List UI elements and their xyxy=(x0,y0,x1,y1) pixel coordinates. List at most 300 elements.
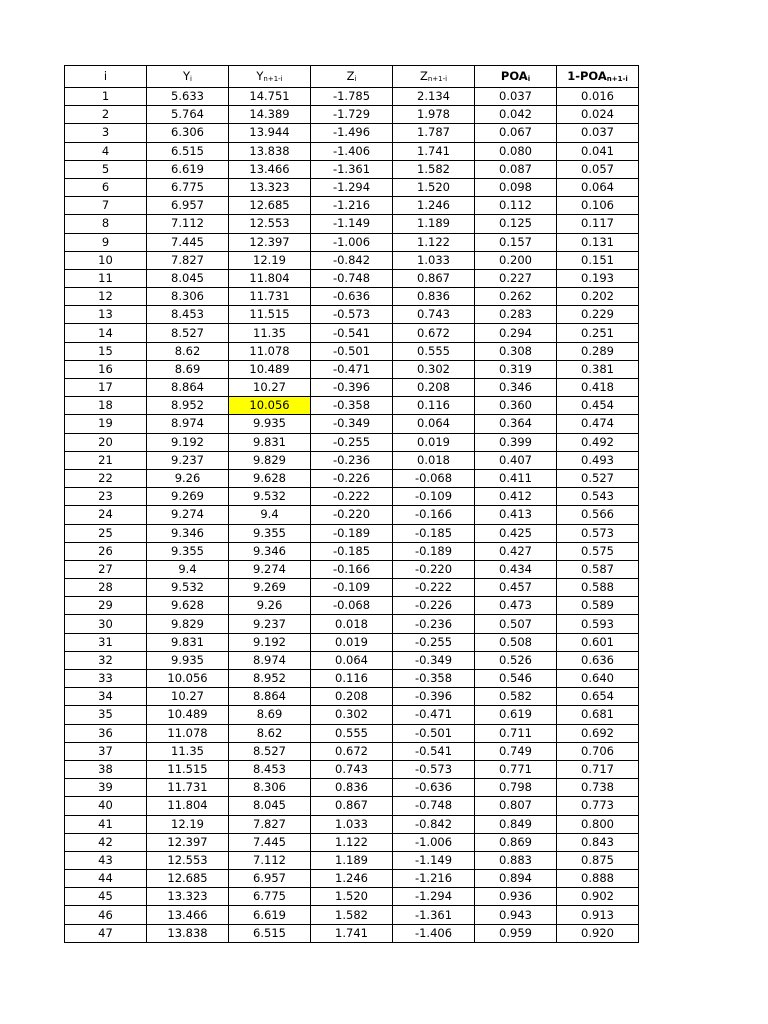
cell-y-n1i[interactable]: 12.685 xyxy=(229,197,311,215)
cell-i[interactable]: 38 xyxy=(65,760,147,778)
cell-1-poa-n1i[interactable]: 0.654 xyxy=(557,688,639,706)
cell-y-i[interactable]: 8.045 xyxy=(147,269,229,287)
cell-z-i[interactable]: -0.358 xyxy=(311,397,393,415)
cell-poa-i[interactable]: 0.080 xyxy=(475,142,557,160)
cell-y-n1i[interactable]: 11.731 xyxy=(229,288,311,306)
cell-1-poa-n1i[interactable]: 0.588 xyxy=(557,579,639,597)
header-poa-i[interactable]: $POA_i$ xyxy=(475,66,557,88)
cell-y-n1i[interactable]: 6.957 xyxy=(229,870,311,888)
header-i[interactable]: i xyxy=(65,66,147,88)
cell-z-n1i[interactable]: 0.018 xyxy=(393,451,475,469)
cell-i[interactable]: 7 xyxy=(65,197,147,215)
cell-y-i[interactable]: 6.515 xyxy=(147,142,229,160)
cell-z-n1i[interactable]: -0.222 xyxy=(393,579,475,597)
cell-i[interactable]: 3 xyxy=(65,124,147,142)
cell-1-poa-n1i[interactable]: 0.057 xyxy=(557,160,639,178)
cell-y-i[interactable]: 12.685 xyxy=(147,870,229,888)
cell-z-i[interactable]: -0.349 xyxy=(311,415,393,433)
cell-i[interactable]: 46 xyxy=(65,906,147,924)
cell-y-i[interactable]: 9.26 xyxy=(147,469,229,487)
cell-z-i[interactable]: -0.220 xyxy=(311,506,393,524)
cell-z-i[interactable]: 0.019 xyxy=(311,633,393,651)
cell-1-poa-n1i[interactable]: 0.913 xyxy=(557,906,639,924)
cell-z-i[interactable]: -1.294 xyxy=(311,178,393,196)
cell-z-n1i[interactable]: 1.189 xyxy=(393,215,475,233)
cell-y-n1i[interactable]: 11.35 xyxy=(229,324,311,342)
cell-y-n1i[interactable]: 9.935 xyxy=(229,415,311,433)
cell-z-n1i[interactable]: -0.349 xyxy=(393,651,475,669)
cell-poa-i[interactable]: 0.399 xyxy=(475,433,557,451)
cell-z-n1i[interactable]: -1.361 xyxy=(393,906,475,924)
cell-z-n1i[interactable]: 0.555 xyxy=(393,342,475,360)
cell-1-poa-n1i[interactable]: 0.117 xyxy=(557,215,639,233)
cell-z-i[interactable]: -0.189 xyxy=(311,524,393,542)
cell-y-i[interactable]: 12.19 xyxy=(147,815,229,833)
cell-i[interactable]: 24 xyxy=(65,506,147,524)
cell-z-n1i[interactable]: -1.294 xyxy=(393,888,475,906)
cell-y-n1i[interactable]: 11.078 xyxy=(229,342,311,360)
cell-i[interactable]: 39 xyxy=(65,779,147,797)
cell-i[interactable]: 11 xyxy=(65,269,147,287)
cell-i[interactable]: 37 xyxy=(65,742,147,760)
cell-1-poa-n1i[interactable]: 0.229 xyxy=(557,306,639,324)
cell-i[interactable]: 43 xyxy=(65,851,147,869)
cell-i[interactable]: 29 xyxy=(65,597,147,615)
cell-z-n1i[interactable]: -0.226 xyxy=(393,597,475,615)
cell-poa-i[interactable]: 0.319 xyxy=(475,360,557,378)
cell-z-n1i[interactable]: -0.396 xyxy=(393,688,475,706)
cell-poa-i[interactable]: 0.894 xyxy=(475,870,557,888)
cell-poa-i[interactable]: 0.943 xyxy=(475,906,557,924)
cell-y-i[interactable]: 9.274 xyxy=(147,506,229,524)
cell-1-poa-n1i[interactable]: 0.193 xyxy=(557,269,639,287)
cell-1-poa-n1i[interactable]: 0.381 xyxy=(557,360,639,378)
cell-y-i[interactable]: 5.764 xyxy=(147,106,229,124)
cell-z-i[interactable]: -1.006 xyxy=(311,233,393,251)
cell-z-n1i[interactable]: -0.185 xyxy=(393,524,475,542)
cell-z-i[interactable]: -0.573 xyxy=(311,306,393,324)
cell-i[interactable]: 20 xyxy=(65,433,147,451)
cell-1-poa-n1i[interactable]: 0.773 xyxy=(557,797,639,815)
cell-1-poa-n1i[interactable]: 0.543 xyxy=(557,488,639,506)
cell-z-i[interactable]: 1.033 xyxy=(311,815,393,833)
cell-z-n1i[interactable]: -0.573 xyxy=(393,760,475,778)
cell-1-poa-n1i[interactable]: 0.131 xyxy=(557,233,639,251)
cell-poa-i[interactable]: 0.936 xyxy=(475,888,557,906)
cell-y-n1i[interactable]: 6.775 xyxy=(229,888,311,906)
cell-y-n1i[interactable]: 9.831 xyxy=(229,433,311,451)
cell-poa-i[interactable]: 0.364 xyxy=(475,415,557,433)
cell-z-i[interactable]: -0.109 xyxy=(311,579,393,597)
cell-y-n1i[interactable]: 9.274 xyxy=(229,560,311,578)
cell-y-n1i[interactable]: 11.515 xyxy=(229,306,311,324)
cell-i[interactable]: 25 xyxy=(65,524,147,542)
cell-y-n1i[interactable]: 9.237 xyxy=(229,615,311,633)
cell-z-n1i[interactable]: 2.134 xyxy=(393,88,475,106)
cell-i[interactable]: 17 xyxy=(65,379,147,397)
cell-y-i[interactable]: 11.731 xyxy=(147,779,229,797)
cell-z-i[interactable]: 1.246 xyxy=(311,870,393,888)
cell-z-i[interactable]: -0.541 xyxy=(311,324,393,342)
cell-1-poa-n1i[interactable]: 0.575 xyxy=(557,542,639,560)
cell-poa-i[interactable]: 0.283 xyxy=(475,306,557,324)
cell-z-i[interactable]: -0.236 xyxy=(311,451,393,469)
cell-y-i[interactable]: 7.112 xyxy=(147,215,229,233)
header-y-n1i[interactable]: $Y_{n+1-i}$ xyxy=(229,66,311,88)
cell-poa-i[interactable]: 0.711 xyxy=(475,724,557,742)
cell-y-i[interactable]: 8.69 xyxy=(147,360,229,378)
cell-z-n1i[interactable]: 0.743 xyxy=(393,306,475,324)
cell-z-n1i[interactable]: -1.216 xyxy=(393,870,475,888)
cell-y-i[interactable]: 8.864 xyxy=(147,379,229,397)
cell-y-i[interactable]: 9.355 xyxy=(147,542,229,560)
cell-z-i[interactable]: -0.222 xyxy=(311,488,393,506)
cell-z-i[interactable]: -0.748 xyxy=(311,269,393,287)
cell-poa-i[interactable]: 0.346 xyxy=(475,379,557,397)
cell-y-n1i[interactable]: 10.489 xyxy=(229,360,311,378)
cell-i[interactable]: 14 xyxy=(65,324,147,342)
cell-1-poa-n1i[interactable]: 0.251 xyxy=(557,324,639,342)
cell-y-n1i[interactable]: 9.346 xyxy=(229,542,311,560)
cell-poa-i[interactable]: 0.407 xyxy=(475,451,557,469)
cell-i[interactable]: 6 xyxy=(65,178,147,196)
cell-1-poa-n1i[interactable]: 0.601 xyxy=(557,633,639,651)
cell-y-i[interactable]: 12.553 xyxy=(147,851,229,869)
cell-y-n1i[interactable]: 9.628 xyxy=(229,469,311,487)
cell-y-i[interactable]: 13.838 xyxy=(147,924,229,942)
cell-z-n1i[interactable]: 0.867 xyxy=(393,269,475,287)
cell-y-n1i[interactable]: 6.619 xyxy=(229,906,311,924)
cell-y-n1i[interactable]: 14.751 xyxy=(229,88,311,106)
highlighted-cell[interactable]: 10.056 xyxy=(229,397,311,415)
cell-poa-i[interactable]: 0.294 xyxy=(475,324,557,342)
cell-z-i[interactable]: -1.496 xyxy=(311,124,393,142)
cell-z-i[interactable]: -1.785 xyxy=(311,88,393,106)
cell-z-i[interactable]: 0.867 xyxy=(311,797,393,815)
cell-z-i[interactable]: 0.555 xyxy=(311,724,393,742)
cell-y-n1i[interactable]: 12.19 xyxy=(229,251,311,269)
cell-y-i[interactable]: 11.35 xyxy=(147,742,229,760)
cell-y-n1i[interactable]: 7.827 xyxy=(229,815,311,833)
cell-y-i[interactable]: 5.633 xyxy=(147,88,229,106)
cell-y-n1i[interactable]: 7.112 xyxy=(229,851,311,869)
cell-1-poa-n1i[interactable]: 0.418 xyxy=(557,379,639,397)
cell-z-n1i[interactable]: -0.471 xyxy=(393,706,475,724)
cell-z-n1i[interactable]: -0.189 xyxy=(393,542,475,560)
cell-z-n1i[interactable]: -1.406 xyxy=(393,924,475,942)
cell-1-poa-n1i[interactable]: 0.738 xyxy=(557,779,639,797)
cell-y-n1i[interactable]: 8.864 xyxy=(229,688,311,706)
cell-1-poa-n1i[interactable]: 0.493 xyxy=(557,451,639,469)
cell-z-i[interactable]: 0.116 xyxy=(311,670,393,688)
cell-z-i[interactable]: 1.741 xyxy=(311,924,393,942)
cell-z-n1i[interactable]: -0.501 xyxy=(393,724,475,742)
cell-poa-i[interactable]: 0.807 xyxy=(475,797,557,815)
cell-i[interactable]: 34 xyxy=(65,688,147,706)
cell-z-n1i[interactable]: 0.208 xyxy=(393,379,475,397)
cell-i[interactable]: 18 xyxy=(65,397,147,415)
cell-y-n1i[interactable]: 8.952 xyxy=(229,670,311,688)
cell-poa-i[interactable]: 0.546 xyxy=(475,670,557,688)
cell-1-poa-n1i[interactable]: 0.875 xyxy=(557,851,639,869)
cell-y-i[interactable]: 9.831 xyxy=(147,633,229,651)
cell-y-n1i[interactable]: 8.69 xyxy=(229,706,311,724)
cell-i[interactable]: 9 xyxy=(65,233,147,251)
cell-poa-i[interactable]: 0.883 xyxy=(475,851,557,869)
cell-y-n1i[interactable]: 13.944 xyxy=(229,124,311,142)
header-z-i[interactable]: $Z_i$ xyxy=(311,66,393,88)
cell-poa-i[interactable]: 0.042 xyxy=(475,106,557,124)
cell-poa-i[interactable]: 0.959 xyxy=(475,924,557,942)
cell-i[interactable]: 26 xyxy=(65,542,147,560)
cell-i[interactable]: 5 xyxy=(65,160,147,178)
cell-poa-i[interactable]: 0.037 xyxy=(475,88,557,106)
cell-z-n1i[interactable]: 1.122 xyxy=(393,233,475,251)
cell-i[interactable]: 31 xyxy=(65,633,147,651)
cell-1-poa-n1i[interactable]: 0.920 xyxy=(557,924,639,942)
cell-1-poa-n1i[interactable]: 0.474 xyxy=(557,415,639,433)
cell-z-i[interactable]: 0.302 xyxy=(311,706,393,724)
cell-y-n1i[interactable]: 14.389 xyxy=(229,106,311,124)
cell-1-poa-n1i[interactable]: 0.289 xyxy=(557,342,639,360)
header-z-n1i[interactable]: $Z_{n+1-i}$ xyxy=(393,66,475,88)
cell-y-n1i[interactable]: 9.26 xyxy=(229,597,311,615)
cell-y-n1i[interactable]: 11.804 xyxy=(229,269,311,287)
cell-1-poa-n1i[interactable]: 0.843 xyxy=(557,833,639,851)
cell-y-i[interactable]: 11.515 xyxy=(147,760,229,778)
cell-1-poa-n1i[interactable]: 0.800 xyxy=(557,815,639,833)
cell-z-n1i[interactable]: -0.358 xyxy=(393,670,475,688)
cell-poa-i[interactable]: 0.087 xyxy=(475,160,557,178)
cell-i[interactable]: 13 xyxy=(65,306,147,324)
cell-poa-i[interactable]: 0.112 xyxy=(475,197,557,215)
cell-i[interactable]: 27 xyxy=(65,560,147,578)
cell-poa-i[interactable]: 0.200 xyxy=(475,251,557,269)
cell-y-i[interactable]: 9.4 xyxy=(147,560,229,578)
cell-i[interactable]: 47 xyxy=(65,924,147,942)
cell-1-poa-n1i[interactable]: 0.717 xyxy=(557,760,639,778)
cell-y-i[interactable]: 11.804 xyxy=(147,797,229,815)
cell-z-i[interactable]: 0.018 xyxy=(311,615,393,633)
cell-1-poa-n1i[interactable]: 0.706 xyxy=(557,742,639,760)
cell-i[interactable]: 36 xyxy=(65,724,147,742)
cell-poa-i[interactable]: 0.413 xyxy=(475,506,557,524)
cell-z-n1i[interactable]: 1.520 xyxy=(393,178,475,196)
cell-i[interactable]: 19 xyxy=(65,415,147,433)
cell-y-i[interactable]: 9.346 xyxy=(147,524,229,542)
cell-z-i[interactable]: -0.255 xyxy=(311,433,393,451)
cell-1-poa-n1i[interactable]: 0.202 xyxy=(557,288,639,306)
cell-y-n1i[interactable]: 9.829 xyxy=(229,451,311,469)
cell-z-i[interactable]: 1.520 xyxy=(311,888,393,906)
cell-z-i[interactable]: -0.068 xyxy=(311,597,393,615)
cell-poa-i[interactable]: 0.098 xyxy=(475,178,557,196)
cell-z-n1i[interactable]: -0.541 xyxy=(393,742,475,760)
cell-z-i[interactable]: -0.226 xyxy=(311,469,393,487)
cell-z-n1i[interactable]: -1.006 xyxy=(393,833,475,851)
cell-z-i[interactable]: 1.122 xyxy=(311,833,393,851)
cell-z-n1i[interactable]: -0.068 xyxy=(393,469,475,487)
cell-z-i[interactable]: -1.406 xyxy=(311,142,393,160)
cell-1-poa-n1i[interactable]: 0.636 xyxy=(557,651,639,669)
cell-poa-i[interactable]: 0.869 xyxy=(475,833,557,851)
cell-z-i[interactable]: -0.501 xyxy=(311,342,393,360)
cell-poa-i[interactable]: 0.526 xyxy=(475,651,557,669)
cell-1-poa-n1i[interactable]: 0.640 xyxy=(557,670,639,688)
cell-z-n1i[interactable]: 1.246 xyxy=(393,197,475,215)
cell-1-poa-n1i[interactable]: 0.888 xyxy=(557,870,639,888)
cell-y-i[interactable]: 8.306 xyxy=(147,288,229,306)
cell-y-n1i[interactable]: 12.397 xyxy=(229,233,311,251)
cell-y-i[interactable]: 13.323 xyxy=(147,888,229,906)
cell-poa-i[interactable]: 0.125 xyxy=(475,215,557,233)
cell-y-n1i[interactable]: 8.045 xyxy=(229,797,311,815)
cell-i[interactable]: 32 xyxy=(65,651,147,669)
cell-z-n1i[interactable]: 0.836 xyxy=(393,288,475,306)
cell-poa-i[interactable]: 0.412 xyxy=(475,488,557,506)
cell-z-n1i[interactable]: 1.033 xyxy=(393,251,475,269)
cell-i[interactable]: 22 xyxy=(65,469,147,487)
cell-z-i[interactable]: -1.216 xyxy=(311,197,393,215)
cell-y-i[interactable]: 8.62 xyxy=(147,342,229,360)
cell-y-i[interactable]: 10.27 xyxy=(147,688,229,706)
cell-i[interactable]: 12 xyxy=(65,288,147,306)
cell-1-poa-n1i[interactable]: 0.024 xyxy=(557,106,639,124)
cell-i[interactable]: 28 xyxy=(65,579,147,597)
cell-y-i[interactable]: 6.306 xyxy=(147,124,229,142)
cell-z-i[interactable]: 0.672 xyxy=(311,742,393,760)
cell-z-i[interactable]: 1.582 xyxy=(311,906,393,924)
cell-z-i[interactable]: -0.166 xyxy=(311,560,393,578)
cell-1-poa-n1i[interactable]: 0.064 xyxy=(557,178,639,196)
cell-i[interactable]: 8 xyxy=(65,215,147,233)
cell-y-i[interactable]: 10.489 xyxy=(147,706,229,724)
cell-y-n1i[interactable]: 6.515 xyxy=(229,924,311,942)
cell-y-n1i[interactable]: 8.306 xyxy=(229,779,311,797)
cell-z-i[interactable]: -0.471 xyxy=(311,360,393,378)
cell-1-poa-n1i[interactable]: 0.041 xyxy=(557,142,639,160)
cell-poa-i[interactable]: 0.582 xyxy=(475,688,557,706)
cell-z-n1i[interactable]: -0.748 xyxy=(393,797,475,815)
cell-poa-i[interactable]: 0.434 xyxy=(475,560,557,578)
cell-y-n1i[interactable]: 9.355 xyxy=(229,524,311,542)
cell-i[interactable]: 44 xyxy=(65,870,147,888)
cell-i[interactable]: 10 xyxy=(65,251,147,269)
cell-y-i[interactable]: 9.237 xyxy=(147,451,229,469)
cell-z-i[interactable]: -0.842 xyxy=(311,251,393,269)
cell-y-n1i[interactable]: 12.553 xyxy=(229,215,311,233)
cell-z-n1i[interactable]: 0.302 xyxy=(393,360,475,378)
cell-1-poa-n1i[interactable]: 0.492 xyxy=(557,433,639,451)
cell-1-poa-n1i[interactable]: 0.527 xyxy=(557,469,639,487)
cell-z-n1i[interactable]: -0.109 xyxy=(393,488,475,506)
cell-y-n1i[interactable]: 13.466 xyxy=(229,160,311,178)
cell-poa-i[interactable]: 0.508 xyxy=(475,633,557,651)
cell-poa-i[interactable]: 0.749 xyxy=(475,742,557,760)
cell-z-i[interactable]: -1.149 xyxy=(311,215,393,233)
cell-i[interactable]: 35 xyxy=(65,706,147,724)
cell-y-i[interactable]: 8.527 xyxy=(147,324,229,342)
cell-i[interactable]: 30 xyxy=(65,615,147,633)
header-1-poa-n1i[interactable]: $1-POA_{n+1-i}$ xyxy=(557,66,639,88)
cell-z-n1i[interactable]: 0.019 xyxy=(393,433,475,451)
cell-1-poa-n1i[interactable]: 0.589 xyxy=(557,597,639,615)
cell-z-n1i[interactable]: -0.236 xyxy=(393,615,475,633)
cell-z-n1i[interactable]: 1.787 xyxy=(393,124,475,142)
cell-z-n1i[interactable]: -0.166 xyxy=(393,506,475,524)
cell-i[interactable]: 21 xyxy=(65,451,147,469)
header-y-i[interactable]: $Y_i$ xyxy=(147,66,229,88)
cell-1-poa-n1i[interactable]: 0.106 xyxy=(557,197,639,215)
cell-y-i[interactable]: 8.952 xyxy=(147,397,229,415)
cell-z-i[interactable]: 0.743 xyxy=(311,760,393,778)
cell-z-i[interactable]: -1.361 xyxy=(311,160,393,178)
cell-z-n1i[interactable]: 1.582 xyxy=(393,160,475,178)
cell-poa-i[interactable]: 0.619 xyxy=(475,706,557,724)
cell-z-i[interactable]: -0.636 xyxy=(311,288,393,306)
cell-i[interactable]: 2 xyxy=(65,106,147,124)
cell-z-n1i[interactable]: -0.255 xyxy=(393,633,475,651)
cell-y-n1i[interactable]: 10.27 xyxy=(229,379,311,397)
cell-y-n1i[interactable]: 13.323 xyxy=(229,178,311,196)
cell-poa-i[interactable]: 0.308 xyxy=(475,342,557,360)
cell-i[interactable]: 23 xyxy=(65,488,147,506)
cell-y-i[interactable]: 9.935 xyxy=(147,651,229,669)
cell-poa-i[interactable]: 0.425 xyxy=(475,524,557,542)
cell-1-poa-n1i[interactable]: 0.681 xyxy=(557,706,639,724)
cell-z-n1i[interactable]: -0.842 xyxy=(393,815,475,833)
cell-y-i[interactable]: 9.532 xyxy=(147,579,229,597)
cell-poa-i[interactable]: 0.262 xyxy=(475,288,557,306)
cell-1-poa-n1i[interactable]: 0.587 xyxy=(557,560,639,578)
cell-poa-i[interactable]: 0.227 xyxy=(475,269,557,287)
cell-poa-i[interactable]: 0.427 xyxy=(475,542,557,560)
cell-1-poa-n1i[interactable]: 0.454 xyxy=(557,397,639,415)
cell-y-n1i[interactable]: 8.453 xyxy=(229,760,311,778)
cell-y-i[interactable]: 9.829 xyxy=(147,615,229,633)
cell-y-n1i[interactable]: 9.532 xyxy=(229,488,311,506)
cell-1-poa-n1i[interactable]: 0.692 xyxy=(557,724,639,742)
cell-poa-i[interactable]: 0.067 xyxy=(475,124,557,142)
cell-y-n1i[interactable]: 7.445 xyxy=(229,833,311,851)
cell-y-i[interactable]: 6.775 xyxy=(147,178,229,196)
cell-y-i[interactable]: 8.974 xyxy=(147,415,229,433)
cell-i[interactable]: 1 xyxy=(65,88,147,106)
cell-i[interactable]: 42 xyxy=(65,833,147,851)
cell-y-i[interactable]: 9.269 xyxy=(147,488,229,506)
cell-1-poa-n1i[interactable]: 0.573 xyxy=(557,524,639,542)
cell-y-i[interactable]: 6.619 xyxy=(147,160,229,178)
cell-z-n1i[interactable]: 1.978 xyxy=(393,106,475,124)
cell-y-n1i[interactable]: 8.62 xyxy=(229,724,311,742)
cell-y-n1i[interactable]: 8.974 xyxy=(229,651,311,669)
cell-y-i[interactable]: 8.453 xyxy=(147,306,229,324)
cell-poa-i[interactable]: 0.457 xyxy=(475,579,557,597)
cell-z-n1i[interactable]: 0.116 xyxy=(393,397,475,415)
cell-1-poa-n1i[interactable]: 0.593 xyxy=(557,615,639,633)
cell-z-n1i[interactable]: 0.064 xyxy=(393,415,475,433)
cell-1-poa-n1i[interactable]: 0.037 xyxy=(557,124,639,142)
cell-1-poa-n1i[interactable]: 0.902 xyxy=(557,888,639,906)
cell-z-i[interactable]: 0.064 xyxy=(311,651,393,669)
cell-i[interactable]: 41 xyxy=(65,815,147,833)
cell-z-n1i[interactable]: 0.672 xyxy=(393,324,475,342)
cell-y-i[interactable]: 13.466 xyxy=(147,906,229,924)
cell-i[interactable]: 15 xyxy=(65,342,147,360)
cell-y-n1i[interactable]: 13.838 xyxy=(229,142,311,160)
cell-y-i[interactable]: 10.056 xyxy=(147,670,229,688)
cell-y-i[interactable]: 7.827 xyxy=(147,251,229,269)
